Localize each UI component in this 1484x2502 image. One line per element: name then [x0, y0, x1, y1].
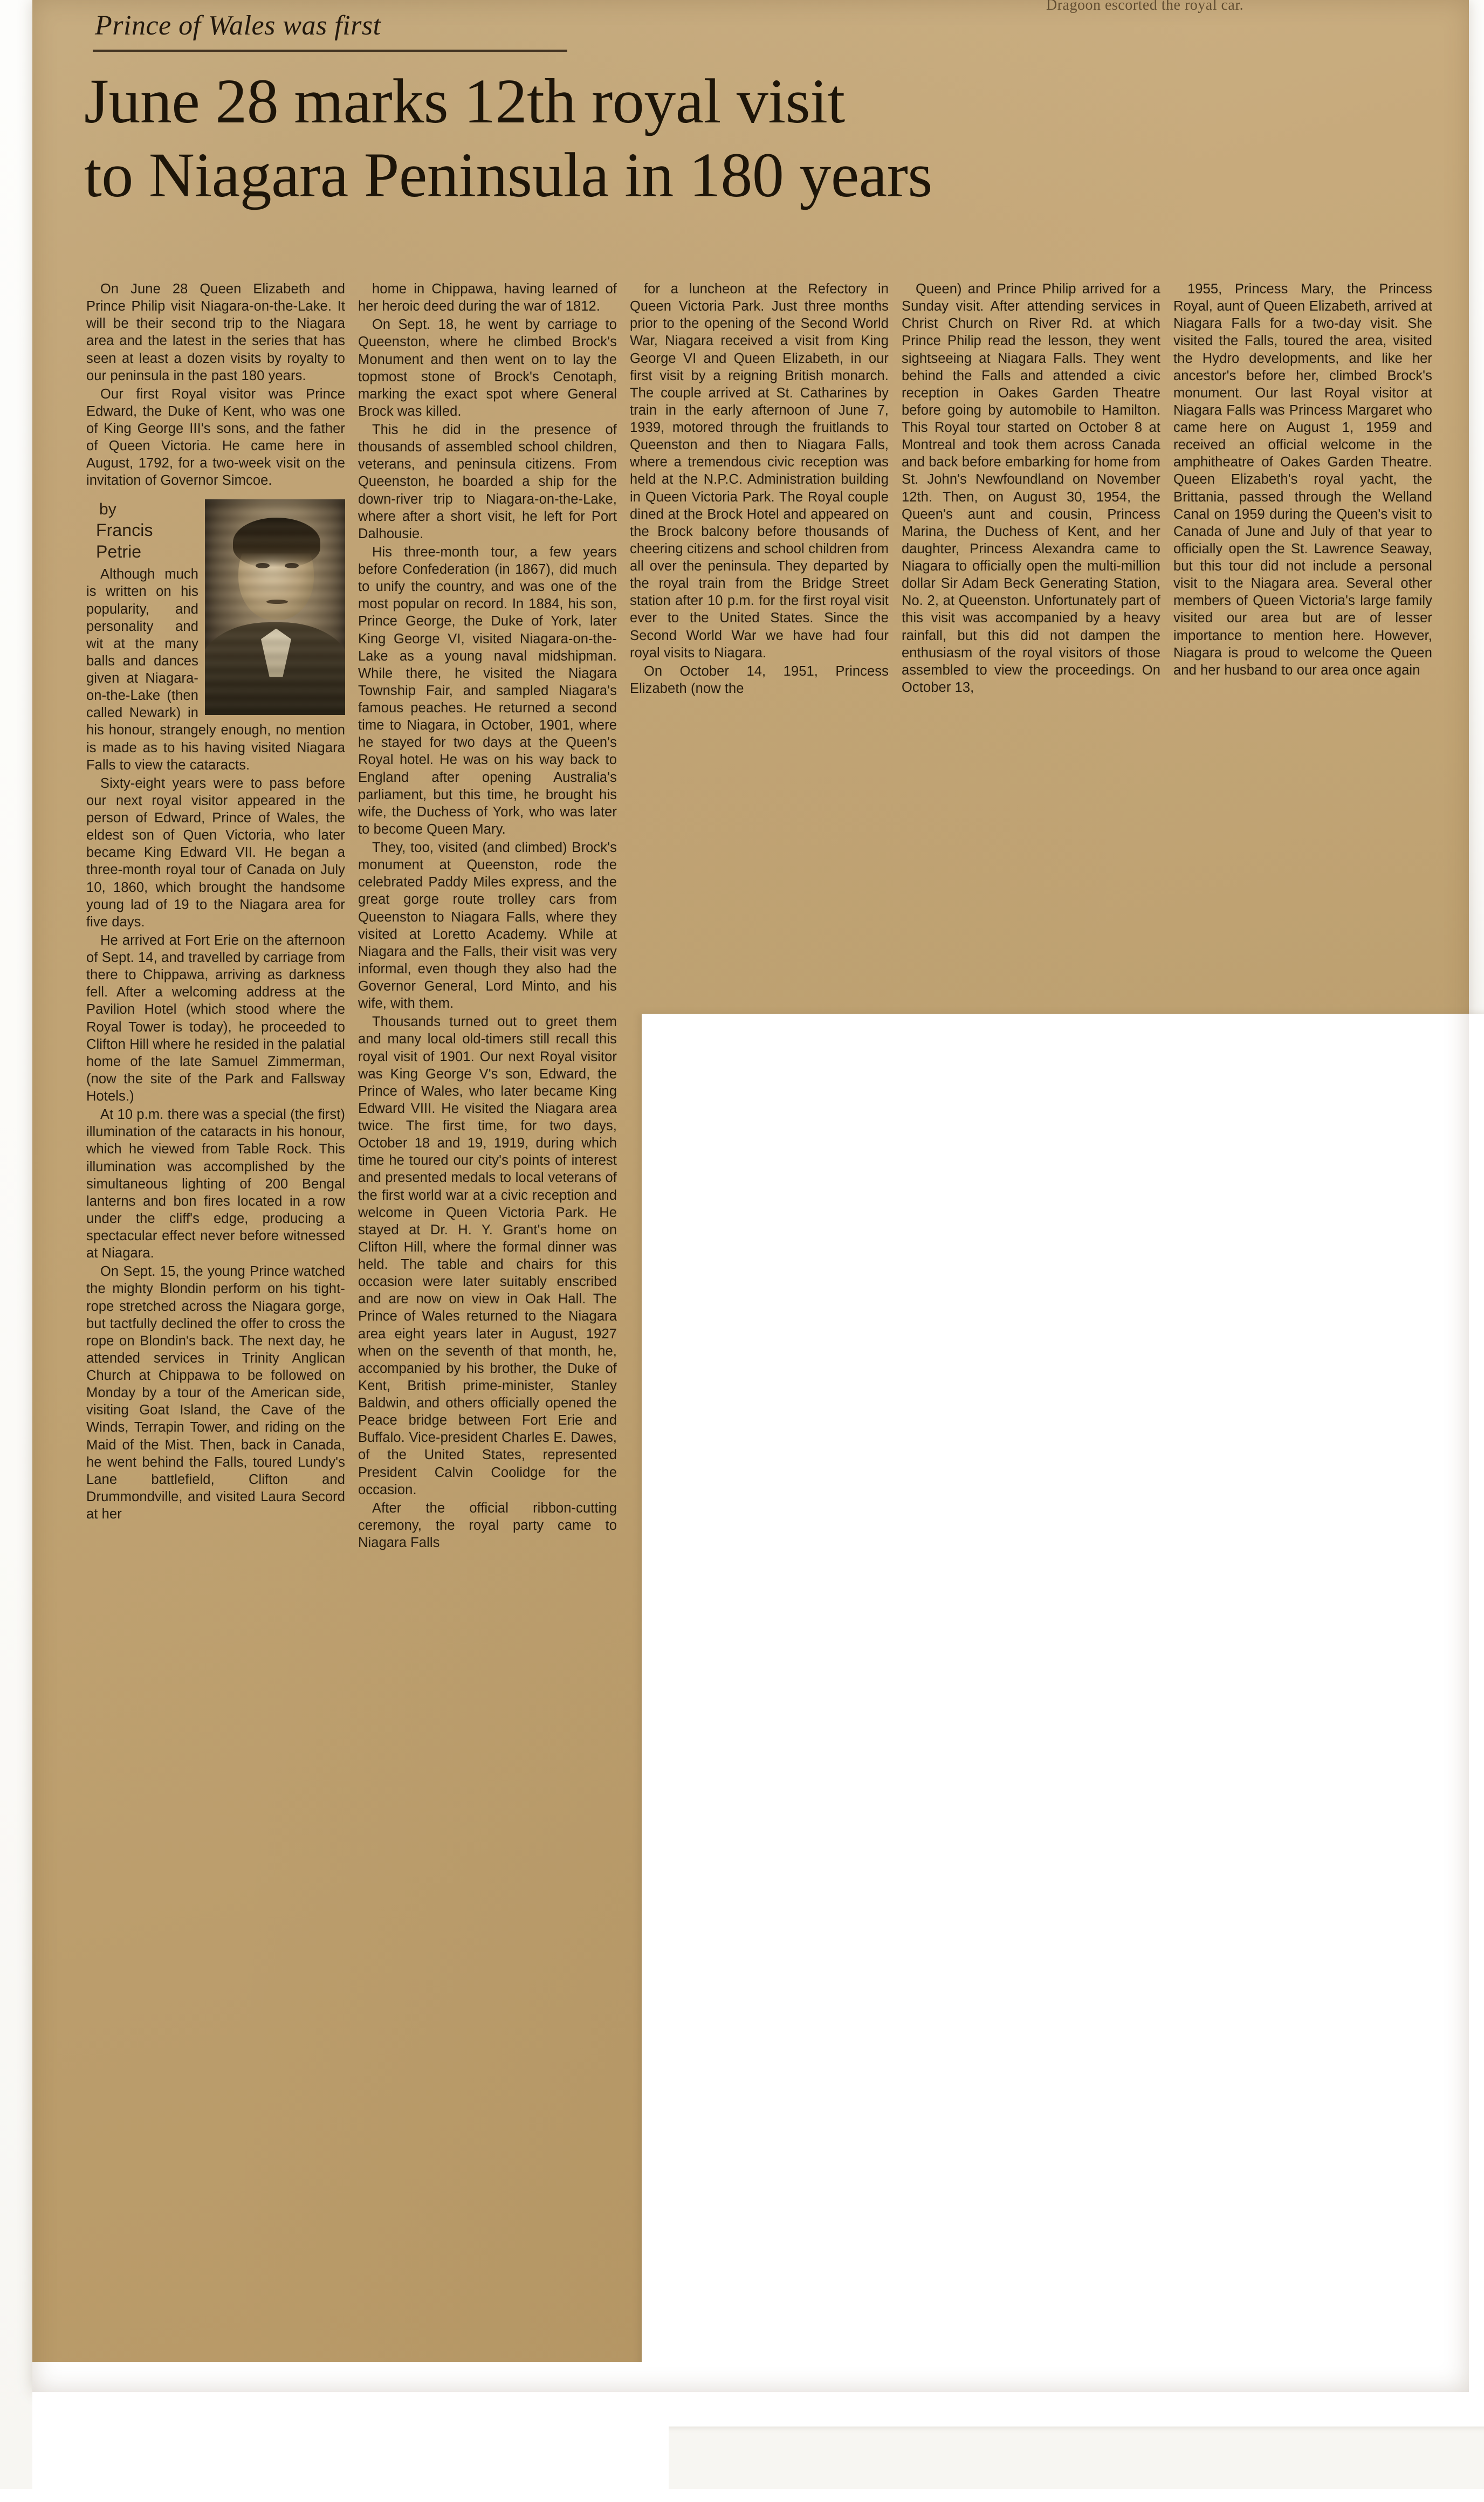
paragraph: On Sept. 15, the young Prince watched the mighty Blondin perform on his tight-rope stretched across the Niagara gorge, but tactfully declined the offer to cross the rope on Blondin's back. The next day, he attended services in Trinity Anglican Church at Chippawa to be followed on Monday by a tour of the American side, visiting Goat Island, the Cave of the Winds, Terrapin Tower, and riding on the Maid of the Mist. Then, back in Canada, he went behind the Falls, toured Lundy's Lane battlefield, Clifton and Drummondville, and visited Laura Secord at her [86, 1264, 345, 1522]
paragraph: home in Chippawa, having learned of her heroic deed during the war of 1812. [358, 281, 617, 314]
paragraph: After the official ribbon-cutting ceremony, the royal party came to Niagara Falls [358, 1500, 617, 1550]
clipping-torn-edge-bottom [32, 2362, 669, 2502]
headline-line-1: June 28 marks 12th royal visit [84, 66, 845, 136]
paragraph: They, too, visited (and climbed) Brock's monument at Queenston, rode the celebrated Paddy Miles express, and the great gorge route trolley cars from Queenston to Niagara Falls, where they visited at Loretto Academy. While at Niagara and the Falls, their visit was very informal, even though they also had the Governor General, Lord Minto, and his wife, with them. [358, 840, 617, 1012]
newspaper-clipping [32, 0, 1469, 2392]
article-headline [84, 65, 1432, 212]
byline-author-last: Petrie [96, 542, 142, 562]
paragraph: On Sept. 18, he went by carriage to Queenston, where he climbed Brock's Monument and then went on to lay the topmost stone of Brock's Cenotaph, marking the exact spot where General Brock was killed. [358, 317, 617, 419]
author-portrait [205, 499, 345, 715]
paragraph: Thousands turned out to greet them and many local old-timers still recall this royal visit of 1901. Our next Royal visitor was King George V's son, Edward, the Prince of Wales, who later became King Edward VIII. He visited the Niagara area twice. The first time, for two days, October 18 and 19, 1919, during which time he toured our city's points of interest and presented medals to local veterans of the first world war at a civic reception and welcome in Queen Victoria Park. He stayed at Dr. H. Y. Grant's home on Clifton Hill, where the formal dinner was held. The table and chairs for this occasion were later suitably enscribed and are now on view in Oak Hall. The Prince of Wales returned to the Niagara area eight years later in August, 1927 when on the seventh of that month, he, accompanied by his brother, the Duke of Kent, British prime-minister, Stanley Baldwin, and others officially opened the Peace bridge between Fort Erie and Buffalo. Vice-president Charles E. Dawes, of the United States, represented President Calvin Coolidge for the occasion. [358, 1014, 617, 1497]
paragraph: At 10 p.m. there was a special (the first) illumination of the cataracts in his honour, which he viewed from Table Rock. This illumination was accomplished by the simultaneous lighting of 200 Bengal lanterns and bon fires located in a row under the cliff's edge, producing a spectacular effect never before witnessed at Niagara. [86, 1107, 345, 1261]
paragraph: This he did in the presence of thousands of assembled school children, veterans, and peninsula citizens. From Queenston, he boarded a ship for the down-river trip to Niagara-on-the-Lake, where after a short visit, he left for Port Dalhousie. [358, 422, 617, 541]
byline [86, 499, 178, 563]
paragraph: His three-month tour, a few years before Confederation (in 1867), did much to unify the country, and was one of the most popular on record. In 1884, his son, Prince George, the Duke of York, later King George VI, visited Niagara-on-the-Lake as a young naval midshipman. While there, he visited the Niagara Township Fair, and sampled Niagara's famous peaches. He returned a second time to Niagara, in October, 1901, where he stayed for two days at the Queen's Royal hotel. He was on his way back to England after opening Australia's parliament, but this time, he brought his wife, the Duchess of York, who was later to become Queen Mary. [358, 544, 617, 837]
byline-author-first: Francis [96, 520, 153, 540]
byline-by-label: by [99, 500, 116, 518]
previous-article-fragment: Dragoon escorted the royal car. [1046, 0, 1244, 13]
paragraph: On June 28 Queen Elizabeth and Prince Philip visit Niagara-on-the-Lake. It will be their second trip to the Niagara area and the latest in the series that has seen at least a dozen visits by royalty to our peninsula in the past 180 years. [86, 281, 345, 383]
paragraph: On October 14, 1951, Princess Elizabeth (now the [630, 663, 889, 696]
paragraph: Although much is written on his popularity, and personality and wit at the many balls and dances given at Niagara-on-the-Lake (then called Newark) in his honour, strangely enough, no mention is made as to his having visited Niagara Falls to view the cataracts. [86, 567, 345, 773]
headline-line-2: to Niagara Peninsula in 180 years [84, 139, 932, 210]
clipping-torn-edge-right [642, 1014, 1484, 2427]
kicker-rule [93, 50, 567, 52]
paragraph: Queen) and Prince Philip arrived for a Sunday visit. After attending services in Christ Church on River Rd. at which Prince Philip read the lesson, they went sightseeing at Niagara Falls. They went behind the Falls and attended a civic reception in Oakes Garden Theatre before going by automobile to Hamilton. This Royal tour started on October 8 at Montreal and took them across Canada and back before embarking for home from St. John's Newfoundland on November 12th. Then, on August 30, 1954, the Queen's aunt and cousin, Princess Marina, the Duchess of Kent, and her daughter, Princess Alexandra came to Niagara to officially open the multi-million dollar Sir Adam Beck Generating Station, No. 2, at Queenston. Unfortunately part of this visit was accompanied by a heavy rainfall, but this did not dampen the enthusiasm of the royal visitors of those assembled to view the proceedings. On October 13, [902, 281, 1160, 695]
paragraph: Sixty-eight years were to pass before our next royal visitor appeared in the person of Edward, Prince of Wales, the eldest son of Quen Victoria, who later became King Edward VII. He began a three-month royal tour of Canada on July 10, 1860, which brought the handsome young lad of 19 to the Niagara area for five days. [86, 775, 345, 930]
paragraph: He arrived at Fort Erie on the afternoon of Sept. 14, and travelled by carriage from there to Chippawa, arriving as darkness fell. After a welcoming address at the Pavilion Hotel (which stood where the Royal Tower is today), he proceeded to Clifton Hill where he resided in the palatial home of the late Samuel Zimmerman, (now the site of the Park and Fallsway Hotels.) [86, 932, 345, 1104]
paragraph: for a luncheon at the Refectory in Queen Victoria Park. Just three months prior to the opening of the Second World War, Niagara received a visit from King George VI and Queen Elizabeth, in our first visit by a reigning British monarch. The couple arrived at St. Catharines by train in the early afternoon of June 7, 1939, motored through the fruitlands to Queenston and then to Niagara Falls, where a tremendous civic reception was held at the N.P.C. Administration building in Queen Victoria Park. The Royal couple dined at the Brock Hotel and appeared on the Brock balcony before thousands of cheering citizens and school children from all over the peninsula. They departed by the royal train from the Bridge Street station after 10 p.m. for the first royal visit ever to the United States. Since the Second World War we have had four royal visits to Niagara. [630, 281, 889, 661]
article-column-2 [358, 280, 617, 1552]
paragraph: 1955, Princess Mary, the Princess Royal, aunt of Queen Elizabeth, arrived at Niagara Falls for a two-day visit. She visited the Falls, toured the area, visited the Hydro developments, and like her ancestor's before her, climbed Brock's monument. Our last Royal visitor at Niagara Falls was Princess Margaret who came here on August 1, 1959 and received an official welcome in the amphitheatre of Oakes Garden Theatre. Queen Elizabeth's royal yacht, the Brittania, passed through the Welland Canal on 1959 during the Queen's visit to Canada of June and July of that year to officially open the St. Lawrence Seaway, but this tour did not include a personal visit to the Niagara area. Several other members of Queen Victoria's large family visited our area but are of lesser importance to mention here. However, Niagara is proud to welcome the Queen and her husband to our area once again [1173, 281, 1432, 678]
byline-author-name [96, 519, 178, 562]
paragraph: Our first Royal visitor was Prince Edward, the Duke of Kent, who was one of King George III's sons, and the father of Queen Victoria. He came here in August, 1792, for a two-week visit on the invitation of Governor Simcoe. [86, 386, 345, 489]
article-kicker: Prince of Wales was first [95, 10, 381, 41]
article-column-1 [86, 280, 345, 1552]
